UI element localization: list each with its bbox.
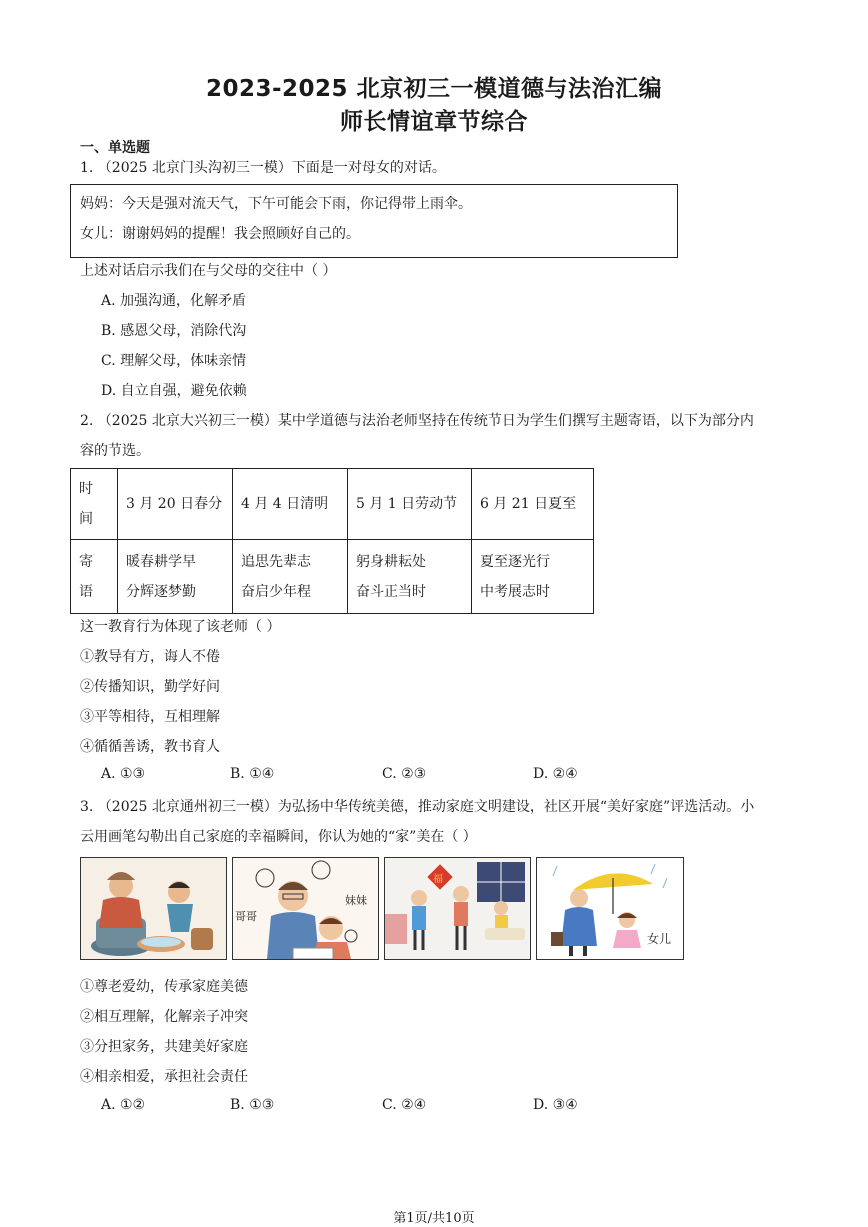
q2-table-message	[348, 540, 472, 614]
q2-stem-line1: 2. （2025 北京大兴初三一模）某中学道德与法治老师坚持在传统节日为学生们撰写主题寄语，以下为部分内	[80, 413, 754, 429]
q2-option-b[interactable]: B. ①④	[230, 766, 275, 782]
page-title-line1: 2023-2025 北京初三一模道德与法治汇编	[205, 76, 663, 102]
q3-item: ②相互理解，化解亲子冲突	[80, 1009, 248, 1025]
q3-item: ③分担家务，共建美好家庭	[80, 1039, 248, 1055]
q3-picture-foot-washing	[80, 857, 227, 960]
q2-message-line: 夏至逐光行	[480, 553, 550, 570]
q2-table-message	[233, 540, 348, 614]
q2-table-row-dates	[71, 469, 594, 540]
q2-table-date: 5 月 1 日劳动节	[348, 469, 472, 540]
q2-message-line: 中考展志时	[480, 583, 550, 600]
q1-dialogue-daughter: 女儿：谢谢妈妈的提醒！我会照顾好自己的。	[80, 226, 360, 242]
q2-stem-line2: 容的节选。	[80, 443, 150, 459]
q2-question: 这一教育行为体现了该老师（ ）	[80, 619, 281, 635]
q3-option-c[interactable]: C. ②④	[382, 1097, 427, 1113]
q3-picture-umbrella	[536, 857, 684, 960]
q3-option-b[interactable]: B. ①③	[230, 1097, 275, 1113]
q2-table-date: 6 月 21 日夏至	[472, 469, 594, 540]
q2-table-row-messages	[71, 540, 594, 614]
q2-item: ④循循善诱，教书育人	[80, 739, 220, 755]
housework-illustration	[385, 858, 530, 959]
q2-message-line: 奋斗正当时	[356, 583, 426, 600]
q2-message-line: 奋启少年程	[241, 583, 311, 600]
q2-table-message	[472, 540, 594, 614]
section-heading: 一、单选题	[80, 140, 150, 156]
q3-stem-line1: 3. （2025 北京通州初三一模）为弘扬中华传统美德，推动家庭文明建设，社区开展“美好家庭”评选活动。小	[80, 799, 755, 815]
q3-option-a[interactable]: A. ①②	[101, 1097, 146, 1113]
q3-picture-homework	[232, 857, 379, 960]
q2-head-char: 语	[79, 583, 93, 600]
q3-item: ①尊老爱幼，传承家庭美德	[80, 979, 248, 995]
q2-table-head-message	[71, 540, 118, 614]
q2-item: ②传播知识，勤学好问	[80, 679, 220, 695]
q2-item: ①教导有方，诲人不倦	[80, 649, 220, 665]
label-sister: 妹妹	[345, 894, 367, 907]
q3-picture-housework	[384, 857, 531, 960]
q2-table-head-time	[71, 469, 118, 540]
q1-option-d[interactable]: D. 自立自强，避免依赖	[101, 383, 247, 399]
q2-table	[70, 468, 594, 614]
q2-table-date: 3 月 20 日春分	[118, 469, 233, 540]
q1-option-b[interactable]: B. 感恩父母，消除代沟	[101, 323, 247, 339]
q2-message-line: 躬身耕耘处	[356, 553, 426, 570]
q2-message-line: 暖春耕学早	[126, 553, 196, 570]
q1-stem: 1. （2025 北京门头沟初三一模）下面是一对母女的对话。	[80, 160, 446, 176]
q2-message-line: 追思先辈志	[241, 553, 311, 570]
q2-message-line: 分辉逐梦勤	[126, 583, 196, 600]
q1-option-a[interactable]: A. 加强沟通，化解矛盾	[101, 293, 247, 309]
q2-head-char: 间	[79, 511, 93, 527]
q3-option-d[interactable]: D. ③④	[533, 1097, 578, 1113]
q1-dialogue-mother: 妈妈：今天是强对流天气，下午可能会下雨，你记得带上雨伞。	[80, 196, 472, 212]
q2-table-date: 4 月 4 日清明	[233, 469, 348, 540]
q1-dialogue-box	[70, 184, 678, 258]
q3-stem-line2: 云用画笔勾勒出自己家庭的幸福瞬间，你认为她的“家”美在（ ）	[80, 829, 477, 845]
q2-head-char: 寄	[79, 553, 93, 570]
foot-washing-illustration	[81, 858, 226, 959]
q2-option-c[interactable]: C. ②③	[382, 766, 427, 782]
q2-item: ③平等相待，互相理解	[80, 709, 220, 725]
q2-table-message	[118, 540, 233, 614]
q2-option-d[interactable]: D. ②④	[533, 766, 578, 782]
label-daughter: 女儿	[647, 932, 672, 946]
q2-head-char: 时	[79, 481, 93, 497]
q3-item: ④相亲相爱，承担社会责任	[80, 1069, 248, 1085]
page-number: 第1页/共10页	[393, 1211, 475, 1226]
q1-question: 上述对话启示我们在与父母的交往中（ ）	[80, 263, 337, 279]
page-title-line2: 师长情谊章节综合	[340, 109, 528, 135]
label-fu: 福	[433, 874, 443, 885]
q1-option-c[interactable]: C. 理解父母，体味亲情	[101, 353, 247, 369]
q2-option-a[interactable]: A. ①③	[101, 766, 146, 782]
label-brother: 哥哥	[235, 910, 257, 923]
